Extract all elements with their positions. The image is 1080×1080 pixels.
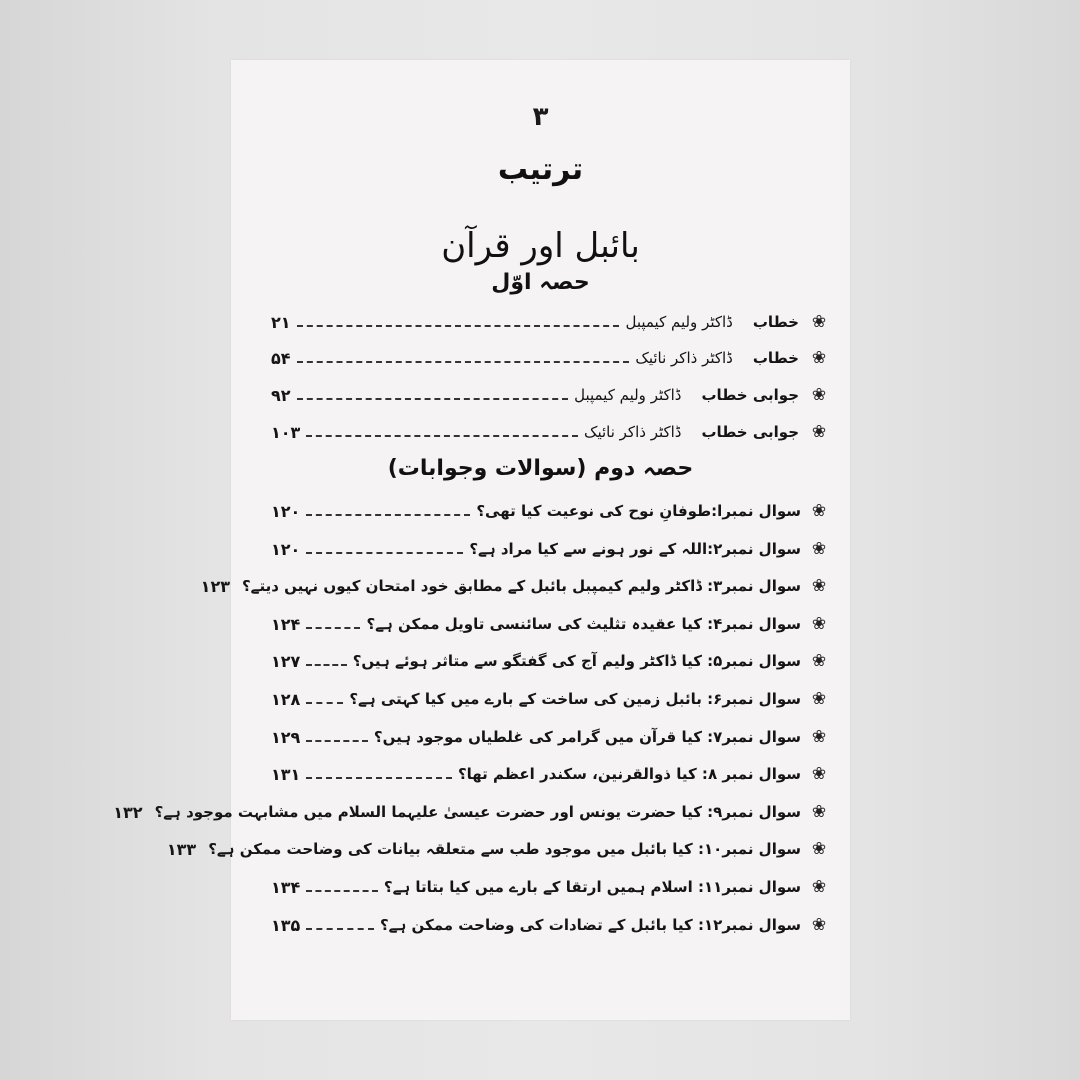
- flower-icon: ❀: [811, 501, 827, 521]
- question-text: سوال نمبر۱۰: کیا بائبل میں موجود طب سے متعلقہ بیانات کی وضاحت ممکن ہے؟: [208, 840, 801, 858]
- flower-icon: ❀: [811, 539, 827, 559]
- toc-row: [271, 380, 831, 410]
- toc-page-number: ۹۲: [271, 385, 291, 405]
- toc-page-number: ۱۲۹: [271, 727, 301, 747]
- toc-label: جوابی خطاب: [701, 423, 799, 441]
- toc-page-number: ۱۲۳: [200, 576, 230, 596]
- leader-dashes: [306, 514, 470, 516]
- leader-dashes: [306, 740, 368, 742]
- flower-icon: ❀: [811, 839, 827, 859]
- flower-icon: ❀: [811, 764, 827, 784]
- page-number: ۳: [532, 102, 549, 132]
- leader-dashes: [306, 702, 343, 704]
- question-text: سوال نمبر۵: کیا ڈاکٹر ولیم آج کی گفتگو سے متاثر ہوئے ہیں؟: [352, 652, 801, 670]
- toc-author: ڈاکٹر ذاکر نائیک: [635, 349, 733, 367]
- flower-icon: ❀: [811, 802, 827, 822]
- book-page: [113, 60, 850, 1020]
- leader-dashes: [306, 928, 374, 930]
- flower-icon: ❀: [811, 877, 827, 897]
- question-text: سوال نمبر۷: کیا قرآن میں گرامر کی غلطیاں موجود ہیں؟: [373, 728, 801, 746]
- toc-page-number: ۱۲۷: [271, 651, 301, 671]
- leader-dashes: [306, 552, 463, 554]
- contents-title: ترتیب: [497, 152, 584, 187]
- toc-page-number: ۱۲۴: [271, 614, 301, 634]
- question-text: سوال نمبر۱۲: کیا بائبل کے تضادات کی وضاحت ممکن ہے؟: [379, 916, 801, 934]
- toc-page-number: ۱۳۱: [271, 764, 301, 784]
- toc-page-number: ۱۳۲: [113, 802, 143, 822]
- toc-page-number: ۱۳۳: [166, 839, 197, 859]
- leader-dashes: [297, 398, 569, 400]
- question-text: سوال نمبر۱۱: اسلام ہمیں ارتقا کے بارے میں کیا بتاتا ہے؟: [383, 878, 801, 896]
- book-subtitle: بائبل اور قرآن: [441, 226, 640, 266]
- leader-dashes: [306, 627, 360, 629]
- toc-row: [271, 343, 831, 373]
- question-text: سوال نمبر۹: کیا حضرت یونس اور حضرت عیسیٰ علیہما السلام میں مشابہت موجود ہے؟: [154, 803, 801, 821]
- question-row: [271, 759, 831, 789]
- question-text: سوال نمبر۲:اللہ کے نور ہونے سے کیا مراد ہے؟: [469, 540, 801, 558]
- part-two-heading: حصہ دوم (سوالات وجوابات): [387, 456, 694, 481]
- question-text: سوال نمبرا:طوفانِ نوح کی نوعیت کیا تھی؟: [476, 502, 801, 520]
- flower-icon: ❀: [811, 348, 827, 368]
- question-text: سوال نمبر ۸: کیا ذوالقرنین، سکندر اعظم تھا؟: [457, 765, 801, 783]
- question-text: سوال نمبر۶: بائبل زمین کی ساخت کے بارے میں کیا کہتی ہے؟: [349, 690, 801, 708]
- leader-dashes: [306, 664, 346, 666]
- part-one-heading: حصہ اوّل: [491, 270, 590, 295]
- question-row: [271, 609, 831, 639]
- toc-label: خطاب: [752, 313, 799, 331]
- toc-author: ڈاکٹر ولیم کیمپبل: [574, 386, 682, 404]
- question-text: سوال نمبر۳: ڈاکٹر ولیم کیمپبل بائبل کے مطابق خود امتحان کیوں نہیں دیتے؟: [241, 577, 801, 595]
- leader-dashes: [306, 435, 578, 437]
- question-row: [166, 834, 831, 864]
- flower-icon: ❀: [811, 614, 827, 634]
- question-row: [113, 797, 831, 827]
- question-row: [200, 571, 831, 601]
- question-row: [271, 646, 831, 676]
- flower-icon: ❀: [811, 385, 827, 405]
- toc-page-number: ۲۱: [271, 312, 291, 332]
- flower-icon: ❀: [811, 312, 827, 332]
- toc-page-number: ۱۰۳: [271, 422, 301, 442]
- toc-page-number: ۱۳۴: [271, 877, 301, 897]
- flower-icon: ❀: [811, 727, 827, 747]
- toc-page-number: ۱۲۸: [271, 689, 301, 709]
- toc-row: [271, 417, 831, 447]
- question-row: [271, 684, 831, 714]
- question-row: [271, 496, 831, 526]
- leader-dashes: [306, 890, 378, 892]
- toc-label: خطاب: [752, 349, 799, 367]
- question-text: سوال نمبر۴: کیا عقیدہ تثلیث کی سائنسی تاویل ممکن ہے؟: [366, 615, 801, 633]
- flower-icon: ❀: [811, 422, 827, 442]
- toc-page-number: ۵۴: [271, 348, 291, 368]
- toc-page-number: ۱۲۰: [271, 539, 301, 559]
- toc-author: ڈاکٹر ولیم کیمپبل: [625, 313, 733, 331]
- flower-icon: ❀: [811, 689, 827, 709]
- leader-dashes: [297, 325, 620, 327]
- leader-dashes: [306, 777, 452, 779]
- toc-author: ڈاکٹر ذاکر نائیک: [584, 423, 682, 441]
- question-row: [271, 722, 831, 752]
- toc-label: جوابی خطاب: [701, 386, 799, 404]
- flower-icon: ❀: [811, 915, 827, 935]
- flower-icon: ❀: [811, 576, 827, 596]
- toc-row: [271, 307, 831, 337]
- question-row: [271, 534, 831, 564]
- flower-icon: ❀: [811, 651, 827, 671]
- toc-page-number: ۱۳۵: [271, 915, 301, 935]
- question-row: [271, 872, 831, 902]
- leader-dashes: [297, 361, 630, 363]
- question-row: [271, 910, 831, 940]
- toc-page-number: ۱۲۰: [271, 501, 301, 521]
